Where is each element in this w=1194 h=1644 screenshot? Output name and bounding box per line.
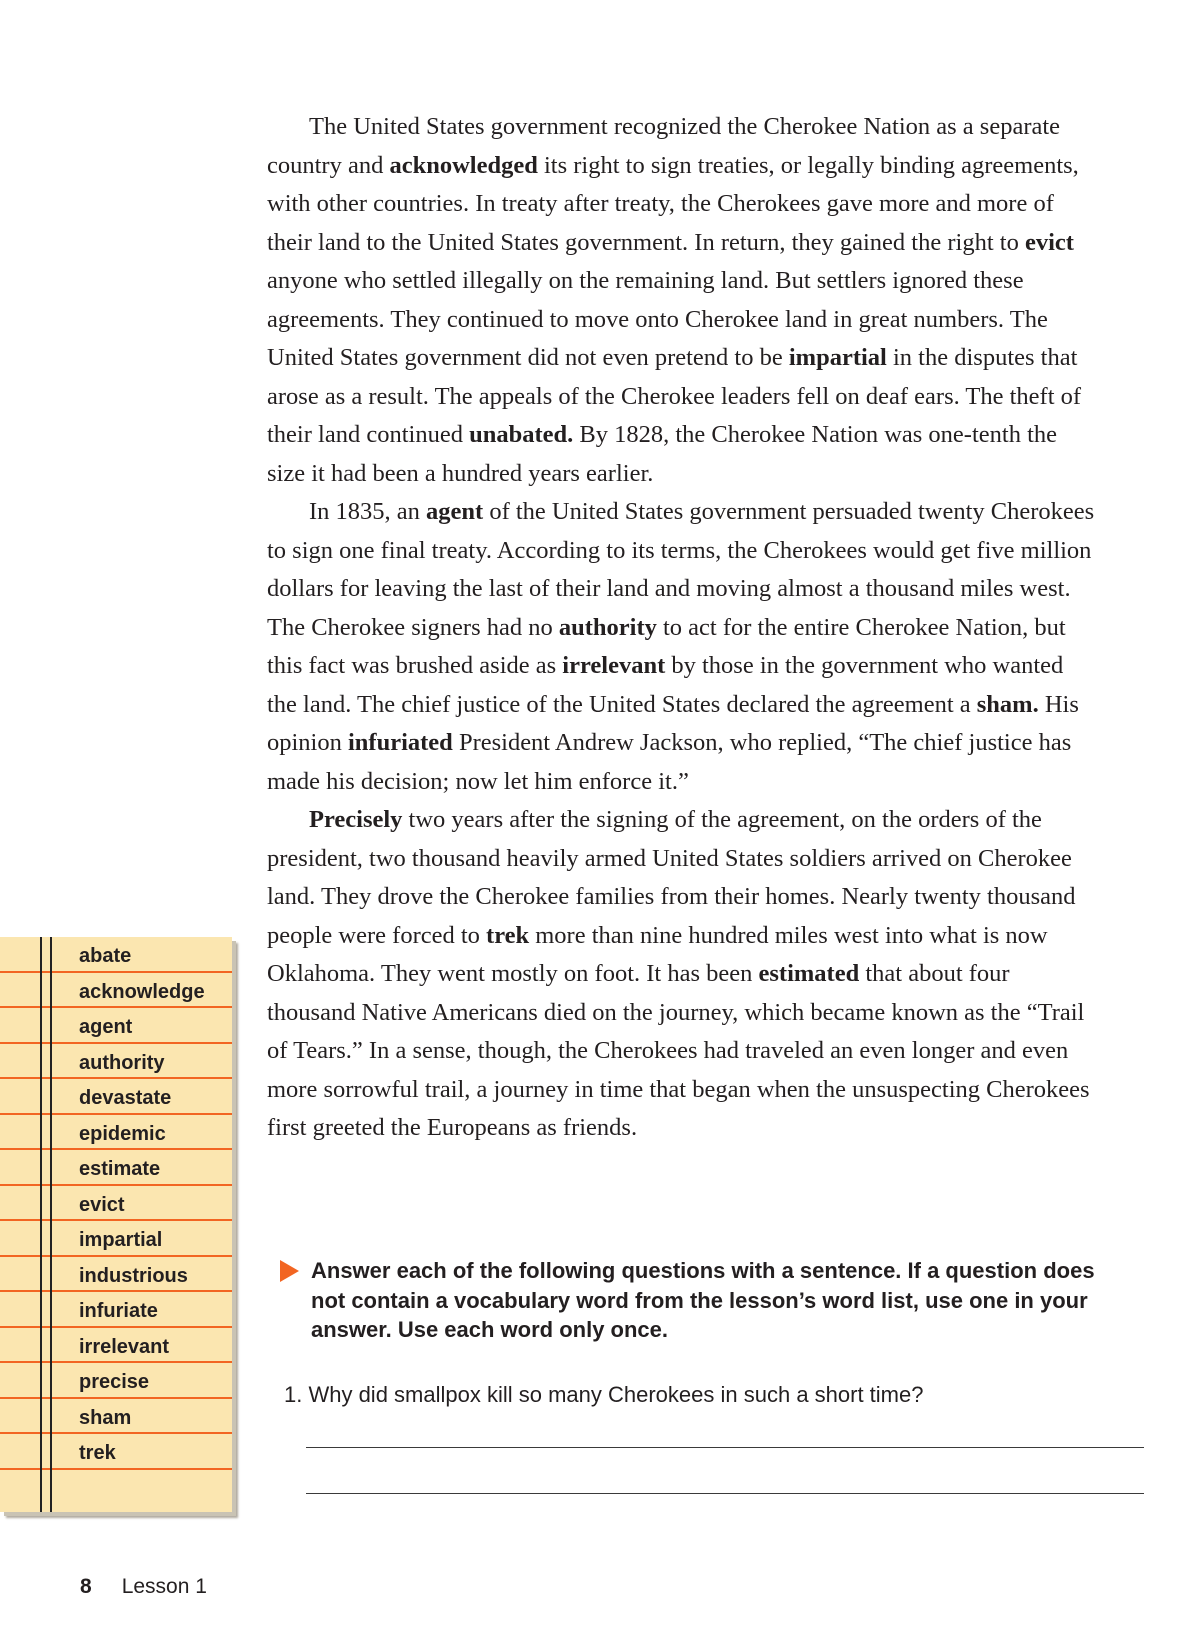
vocab-word: impartial [788, 344, 887, 371]
word-list-item: abate [0, 937, 232, 973]
vocab-word: unabated. [469, 421, 574, 448]
page-footer [80, 1575, 207, 1599]
word-list-item: epidemic [0, 1115, 232, 1151]
word-list-item: trek [0, 1434, 232, 1470]
vocab-word: agent [426, 498, 484, 525]
word-list-item: sham [0, 1399, 232, 1435]
vocab-word: infuriated [348, 729, 453, 756]
word-list-item: authority [0, 1044, 232, 1080]
word-list-item: irrelevant [0, 1328, 232, 1364]
vocab-word: irrelevant [562, 652, 666, 679]
word-list-item: infuriate [0, 1292, 232, 1328]
word-list-item: acknowledge [0, 973, 232, 1009]
vocab-word: Precisely [309, 806, 403, 833]
answer-line-2[interactable] [306, 1493, 1144, 1494]
paragraph-2: In 1835, an agent of the United States government persuaded twenty Cherokees to sign one final treaty. According to its terms, the Cherokees would get five million dollars for leaving the last of their land and moving almost a thousand miles west. The Cherokee signers had no authority to act for the entire Cherokee Nation, but this fact was brushed aside as irrelevant by those in the government who wanted the land. The chief justice of the United States declared the agreement a sham. His opinion infuriated President Andrew Jackson, who replied, “The chief justice has made his decision; now let him enforce it.” [267, 498, 1095, 795]
page-number: 8 [80, 1575, 92, 1598]
triangle-arrow-icon [280, 1260, 299, 1282]
word-list-item: estimate [0, 1150, 232, 1186]
vocab-word: acknowledged [389, 151, 538, 179]
paragraph-3: Precisely two years after the signing of the agreement, on the orders of the president, two thousand heavily armed United States soldiers arrived on Cherokee land. They drove the Cherokee families from their homes. Nearly twenty thousand people were forced to trek more than nine hundred miles west into what is now Oklahoma. They went mostly on foot. It has been estimated that about four thousand Native Americans died on the journey, which became known as the “Trail of Tears.” In a sense, though, the Cherokees had traveled an even longer and even more sorrowful trail, a journey in time that began when the unsuspecting Cherokees first greeted the Europeans as friends. [267, 806, 1090, 1141]
vocab-word: trek [486, 921, 530, 949]
margin-line [50, 937, 52, 1512]
vocab-word: sham. [976, 690, 1039, 718]
paragraph-1: The United States government recognized the Cherokee Nation as a separate country and acknowledged its right to sign treaties, or legally binding agreements, with other countries. In treaty after treaty, the Cherokees gave more and more of their land to the United States government. In return, they gained the right to evict anyone who settled illegally on the remaining land. But settlers ignored these agreements. They continued to move onto Cherokee land in great numbers. The United States government did not even pretend to be impartial in the disputes that arose as a result. The appeals of the Cherokee leaders fell on deaf ears. The theft of their land continued unabated. By 1828, the Cherokee Nation was one-tenth the size it had been a hundred years earlier. [267, 113, 1082, 487]
vocab-word: authority [558, 613, 657, 641]
vocab-word: estimated [758, 960, 860, 987]
question-1: 1. Why did smallpox kill so many Cherokees in such a short time? [284, 1382, 924, 1407]
word-list-item: precise [0, 1363, 232, 1399]
answer-line-1[interactable] [306, 1447, 1144, 1448]
lesson-label: Lesson 1 [121, 1575, 207, 1598]
vocab-word: evict [1024, 228, 1074, 256]
margin-line [40, 937, 42, 1512]
word-list-item: industrious [0, 1257, 232, 1293]
word-list-item: devastate [0, 1079, 232, 1115]
word-list-item: impartial [0, 1221, 232, 1257]
word-list-box [0, 937, 232, 1512]
instructions [280, 1256, 1130, 1345]
reading-passage [267, 108, 1099, 1148]
word-list-item: agent [0, 1008, 232, 1044]
instructions-text: Answer each of the following questions with a sentence. If a question does not contain a vocabulary word from the lesson’s word list, use one in your answer. Use each word only once. [311, 1258, 1095, 1342]
word-list [0, 937, 232, 1470]
word-list-item: evict [0, 1186, 232, 1222]
